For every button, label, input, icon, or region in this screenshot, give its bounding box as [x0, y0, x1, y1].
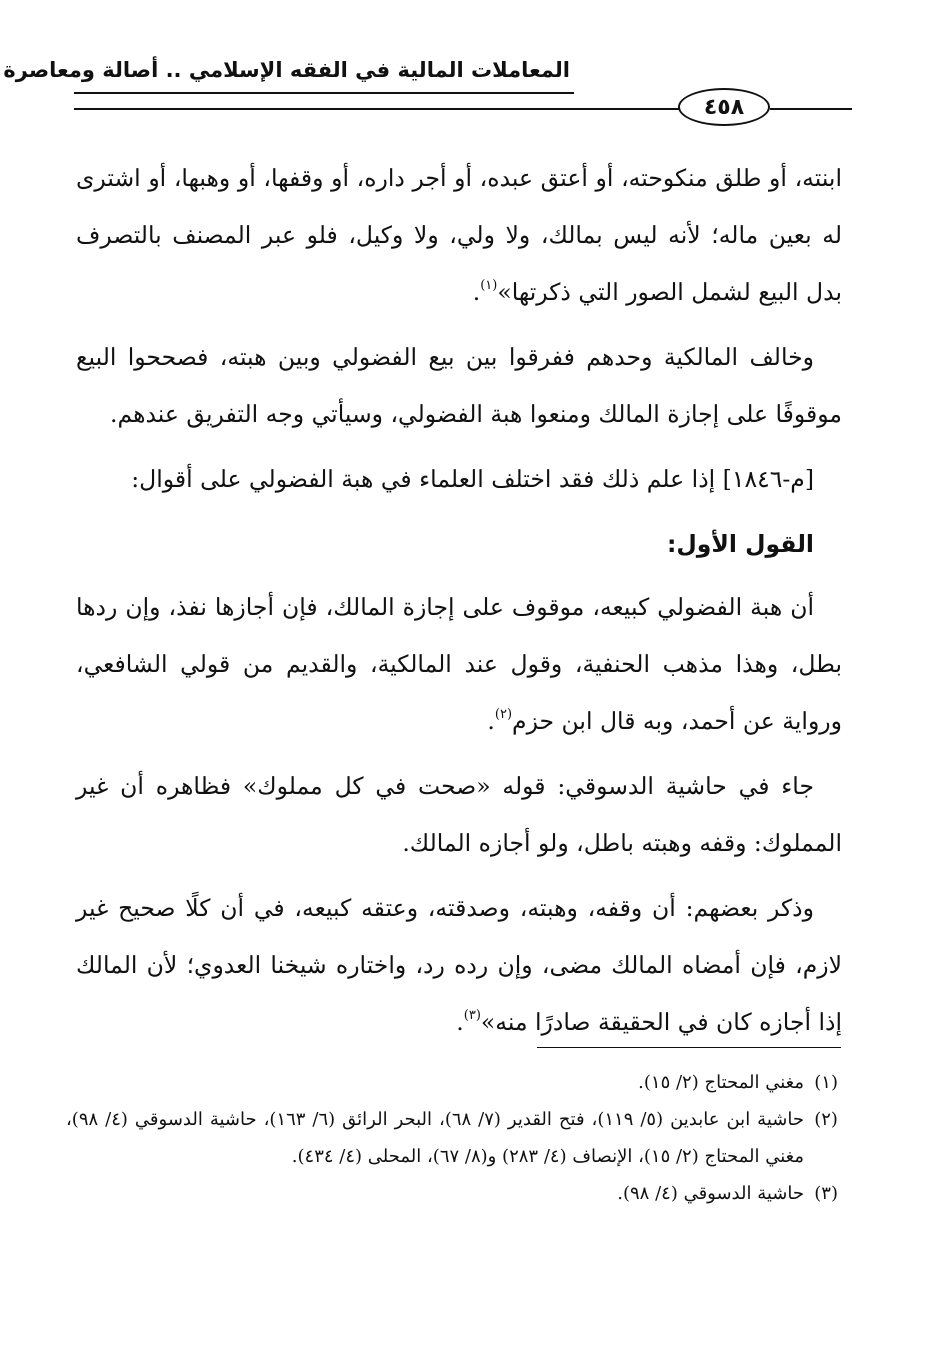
paragraph-1-text: ابنته، أو طلق منكوحته، أو أعتق عبده، أو أجر داره، أو وقفها، أو وهبها، أو اشترى له بعين ماله؛ لأنه ليس بمالك، ولا ولي، ولا وكيل، فلو عبر المصنف بالتصرف بدل البيع لشمل الصور التي ذكرتها»: [76, 164, 842, 306]
paragraph-6: [76, 880, 842, 1051]
footnote-ref-1: (١): [480, 278, 498, 293]
section-heading-first-opinion: القول الأول:: [666, 530, 814, 558]
paragraph-1-end: .: [472, 278, 481, 306]
header-top-rule: [74, 92, 574, 94]
footnote-ref-3: (٣): [463, 1008, 481, 1023]
footnote-separator: [537, 1047, 841, 1048]
header-rule-right: [770, 108, 852, 110]
footnote-number: (١): [814, 1072, 838, 1093]
footnote-number: (٣): [814, 1183, 838, 1204]
paragraph-4-end: .: [487, 707, 495, 735]
footnote-2: [66, 1101, 838, 1175]
paragraph-4: [76, 579, 842, 750]
main-text: [76, 150, 842, 1059]
footnote-text: حاشية ابن عابدين (٥/ ١١٩)، فتح القدير (٧/ ٦٨)، البحر الرائق (٦/ ١٦٣)، حاشية الدسوقي (٤/ ٩٨)، مغني المحتاج (٢/ ١٥)، الإنصاف (٤/ ٢٨٣) و(٨/ ٦٧)، المحلى (٤/ ٤٣٤).: [66, 1109, 804, 1167]
page-number: ٤٥٨: [678, 88, 770, 126]
footnote-ref-2: (٢): [494, 707, 513, 722]
paragraph-4-text: أن هبة الفضولي كبيعه، موقوف على إجازة المالك، فإن أجازها نفذ، وإن ردها بطل، وهذا مذهب الحنفية، وقول عند المالكية، والقديم من قولي الشافعي، ورواية عن أحمد، وبه قال ابن حزم: [76, 593, 842, 735]
paragraph-2: وخالف المالكية وحدهم ففرقوا بين بيع الفضولي وبين هبته، فصححوا البيع موقوفًا على إجازة المالك ومنعوا هبة الفضولي، وسيأتي وجه التفريق عندهم.: [76, 343, 842, 428]
header-rule-left: [74, 108, 682, 110]
paragraph-3: [م-١٨٤٦] إذا علم ذلك فقد اختلف العلماء في هبة الفضولي على أقوال:: [131, 465, 814, 493]
footnote-1: [66, 1064, 838, 1101]
paragraph-5: جاء في حاشية الدسوقي: قوله «صحت في كل مملوك» فظاهره أن غير المملوك: وقفه وهبته باطل، ولو أجازه المالك.: [76, 772, 842, 857]
footnote-number: (٢): [814, 1109, 838, 1130]
footnote-text: حاشية الدسوقي (٤/ ٩٨).: [617, 1183, 804, 1204]
footnotes: [66, 1064, 838, 1212]
footnote-3: [66, 1175, 838, 1212]
running-header-title: المعاملات المالية في الفقه الإسلامي .. أصالة ومعاصرة: [3, 58, 570, 82]
paragraph-1: [76, 150, 842, 321]
footnote-text: مغني المحتاج (٢/ ١٥).: [638, 1072, 804, 1093]
paragraph-6-text: وذكر بعضهم: أن وقفه، وهبته، وصدقته، وعتقه كبيعه، في أن كلًا صحيح غير لازم، فإن أمضاه المالك مضى، وإن رده رد، واختاره شيخنا العدوي؛ لأن المالك إذا أجازه كان في الحقيقة صادرًا منه»: [76, 894, 842, 1036]
paragraph-6-end: .: [456, 1008, 464, 1036]
